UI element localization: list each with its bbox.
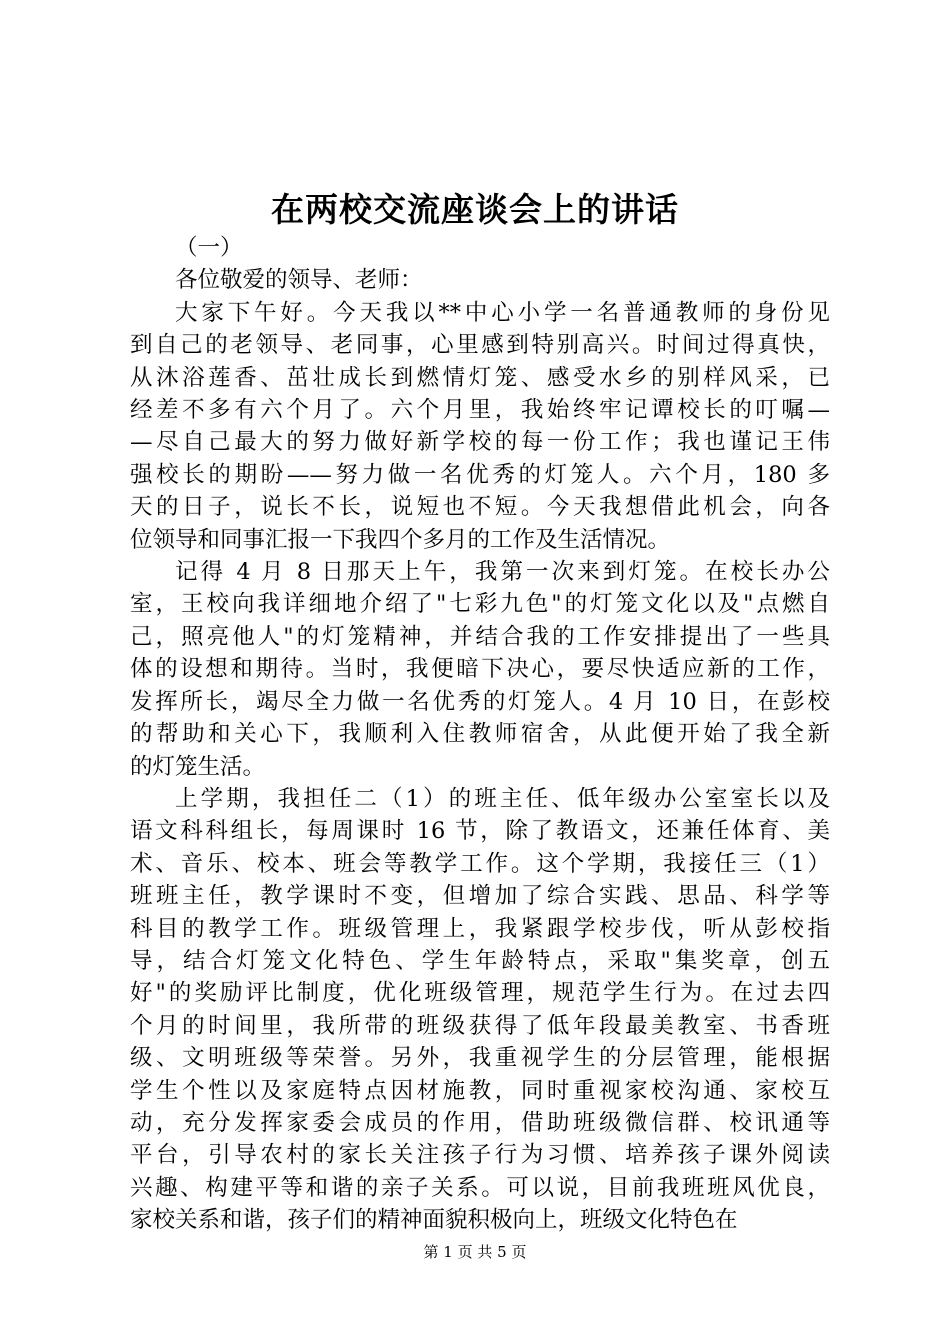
paragraph-line: 记得 4 月 8 日那天上午，我第一次来到灯笼。在校长办公 [175,559,830,586]
page-footer: 第 1 页 共 5 页 [423,1243,527,1261]
paragraph-line: 个月的时间里，我所带的班级获得了低年段最美教室、书香班 [130,1012,830,1039]
paragraph [130,783,830,1237]
paragraph-line: 班班主任，教学课时不变，但增加了综合实践、思品、科学等 [130,883,830,910]
paragraph-line: 科目的教学工作。班级管理上，我紧跟学校步伐，听从彭校指 [130,915,830,942]
paragraph-line: 的帮助和关心下，我顺利入住教师宿舍，从此便开始了我全新 [130,721,830,748]
section-marker: （一） [175,235,243,261]
paragraph-line: —尽自己最大的努力做好新学校的每一份工作；我也谨记王伟 [130,429,830,456]
paragraph-line: 语文科科组长，每周课时 16 节，除了教语文，还兼任体育、美 [130,818,830,845]
paragraph [130,556,830,783]
paragraph-line: 位领导和同事汇报一下我四个多月的工作及生活情况。 [130,526,671,553]
paragraph-line: 术、音乐、校本、班会等教学工作。这个学期，我接任三（1） [130,850,830,877]
paragraph-line: 从沐浴莲香、茁壮成长到燃情灯笼、感受水乡的别样风采，已 [130,364,830,391]
paragraph-line: 己，照亮他人"的灯笼精神，并结合我的工作安排提出了一些具 [130,623,830,650]
paragraph-line: 大家下午好。今天我以**中心小学一名普通教师的身份见 [175,299,830,326]
paragraph-line: 体的设想和期待。当时，我便暗下决心，要尽快适应新的工作， [130,656,830,683]
paragraph-list [130,297,830,1237]
paragraph-line: 平台，引导农村的家长关注孩子行为习惯、培养孩子课外阅读 [130,1142,830,1169]
paragraph-line: 到自己的老领导、老同事，心里感到特别高兴。时间过得真快， [130,332,830,359]
paragraph-line: 经差不多有六个月了。六个月里，我始终牢记谭校长的叮嘱— [130,397,830,424]
salutation: 各位敬爱的领导、老师： [175,267,423,294]
paragraph-line: 学生个性以及家庭特点因材施教，同时重视家校沟通、家校互 [130,1077,830,1104]
paragraph [130,297,830,556]
document-body [130,232,830,1237]
paragraph-line: 兴趣、构建平等和谐的亲子关系。可以说，目前我班班风优良， [130,1174,830,1201]
paragraph-line: 级、文明班级等荣誉。另外，我重视学生的分层管理，能根据 [130,1045,830,1072]
paragraph-line: 发挥所长，竭尽全力做一名优秀的灯笼人。4 月 10 日，在彭校 [130,688,830,715]
document-title: 在两校交流座谈会上的讲话 [271,190,679,229]
paragraph-line: 强校长的期盼——努力做一名优秀的灯笼人。六个月，180 多 [130,461,830,488]
paragraph-line: 的灯笼生活。 [130,753,266,780]
paragraph-line: 天的日子，说长不长，说短也不短。今天我想借此机会，向各 [130,494,830,521]
paragraph-line: 导，结合灯笼文化特色、学生年龄特点，采取"集奖章，创五 [130,947,830,974]
paragraph-line: 动，充分发挥家委会成员的作用，借助班级微信群、校讯通等 [130,1109,830,1136]
paragraph-line: 室，王校向我详细地介绍了"七彩九色"的灯笼文化以及"点燃自 [130,591,830,618]
paragraph-line: 好"的奖励评比制度，优化班级管理，规范学生行为。在过去四 [130,980,830,1007]
paragraph-line: 家校关系和谐，孩子们的精神面貌积极向上，班级文化特色在 [130,1207,738,1234]
paragraph-line: 上学期，我担任二（1）的班主任、低年级办公室室长以及 [175,785,830,812]
